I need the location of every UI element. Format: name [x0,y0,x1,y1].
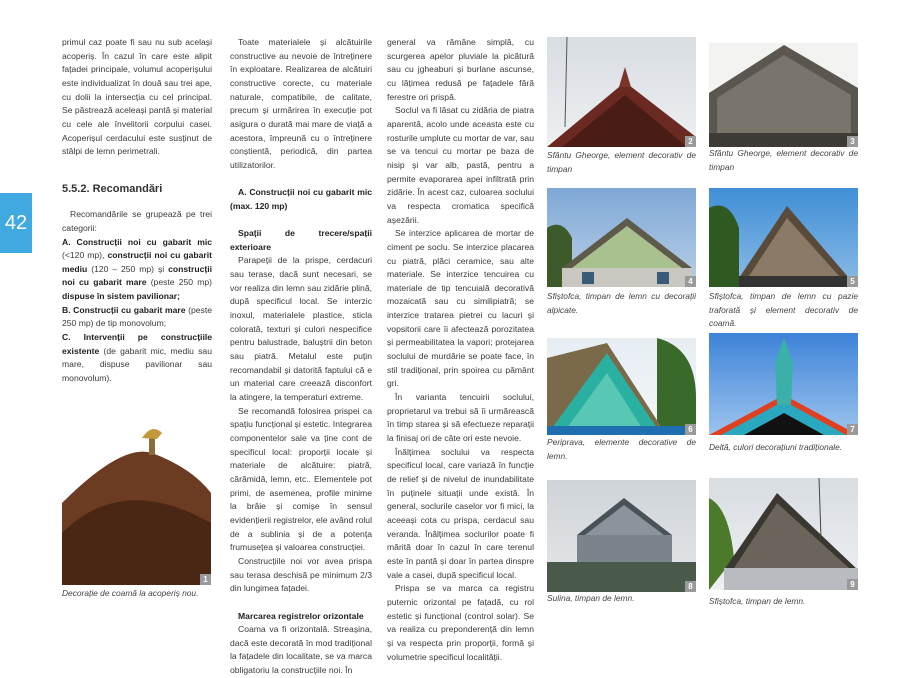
paragraph: În varianta tencuirii soclului, proprietarul va trebui să îi urmărească în timp starea și să efectueze reparații la finisaj ori de câte ori este nevoie. [387,392,534,444]
photo-number: 9 [847,579,858,590]
text: (peste 250 mp) de tip monovolum; [62,304,212,329]
paragraph: Coama va fi orizontală. Streașina, dacă este decorată în mod tradițional la fațadele din localitate, se va marca obligatoriu la construcțiile noi. În [230,624,372,676]
section-heading: 5.5.2. Recomandări [62,182,163,195]
photo-number: 4 [685,276,696,287]
paragraph: Soclul va fi lăsat cu zidăria de piatra aparentă, acolo unde aceasta este cu rosturile umplute cu mortar de var, sau se va tencui cu mortar pe baza de nisip și var alb, pastă, pentru a permite evaporarea apei infiltrată prin zidărie. În acest caz, culoarea soclului va respecta cromatica specifică așezării. [387,105,534,225]
photo-caption: Sulina, timpan de lemn. [547,593,635,603]
text: (de gabarit mic, mediu sau mare, dispuse pavilionar sau monovolum). [62,345,212,384]
paragraph: Se recomandă folosirea prispei ca spațiu funcțional și estetic. Integrarea componentelor sale va ține cont de specificul local: proporții locale și materiale de alcătuire: piatră, cărămidă, lemn, etc.. Elementele pot primi, de asemenea, profile minime la brâie și comișe în sensul evidențierii registrelor, ele având rolul de a sublinia și de a potența frumusețea și valoarea construcției. [230,405,372,553]
photo-number: 6 [685,424,696,435]
photo-caption: Sfiștofca, timpan de lemn cu pazie traforată și element decorativ de coamă. [709,291,858,328]
text-column-2 [230,36,372,678]
photo-number: 3 [847,136,858,147]
photo-caption: Decorație de coamă la acoperiș nou. [62,588,199,598]
photo-wooden-gable [547,480,696,592]
photo-traditional-colors [709,333,858,435]
bold-text: construcții noi cu gabarit mare [62,263,212,288]
photo-caption: Sfântu Gheorge, element decorativ de timpan [709,148,858,172]
photo-caption: Deltă, culori decorațiuni tradiționale. [709,442,843,452]
bold-text: A. Construcții noi cu gabarit mic [62,236,212,247]
text: (<120 mp), [62,250,108,261]
text: (peste 250 mp) [146,277,212,288]
bold-text: C. Intervenții pe construcțiile existente [62,332,212,356]
photo-number: 8 [685,581,696,592]
photo-number: 7 [847,424,858,435]
paragraph: Parapeții de la prispe, cerdacuri sau terase, dacă sunt necesari, se vor realiza din lemn sau zidărie plină, după specificul local. Se interzic inoxul, materialele plastice, sticla colorată, texturi și culori nespecifice pentru balustrade, baluștrii din beton sau piatră. Metalul este puțin recomandabil și datorită faptului că e un material care creează disconfort la atingere, la temperaturi extreme. [230,255,372,403]
paragraph: Toate materialele și alcătuirile constructive au nevoie de întreținere în exploatare. Realizarea de alcătuiri constructive corecte, cu materiale naturale, compatibile, de calitate, precum și urmărirea în execuție pot asigura o durată mai mare de viață a acestora, împreună cu o întreținere conștientă, periodică, din partea utilizatorilor. [230,37,372,170]
photo-gable-decor [709,43,858,147]
page-number-tab [0,193,32,253]
subheading: Spații de trecere/spații exterioare [230,228,372,252]
paragraph: Se interzice aplicarea de mortar de ciment pe soclu. Se interzice placarea cu piatră, plăci ceramice, sau alte materiale. Se interzice tencuirea cu materiale de tip tencuială decorativă mozaicată sau cu similipiatră; se interzice tratarea pietrei cu lacuri și vopsitorii care îi afectează porozitatea și permeabilitatea la vapori; protejarea soclului de murdărie se poate face, în stil tradițional, prin spoirea cu pământ gri. [387,228,534,389]
bold-text: construcții noi cu gabarit mediu [62,250,212,274]
text: (120 – 250 mp) și [87,263,169,274]
text-column-1 [62,36,212,386]
paragraph: Recomandările se grupează pe trei categorii: [62,209,212,233]
category-b [62,304,212,331]
photo-number: 1 [200,574,211,585]
photo-number: 5 [847,276,858,287]
paragraph: general va rămâne simplă, cu scurgerea apelor pluviale la picătură sau cu jgheaburi și burlane ascunse, cu lățimea redusă pe fațadele fără ferestre ori prispă. [387,37,534,102]
paragraph: Construcțiile noi vor avea prispa sau terasa deschisă pe minimum 2/3 din lungimea fațadei. [230,555,372,594]
photo-number: 2 [685,136,696,147]
photo-wooden-gable [547,188,696,287]
bold-text: B. Construcții cu gabarit mare [62,304,186,315]
photo-wooden-gable [709,188,858,287]
photo-roof-ornament [62,383,211,585]
paragraph: Înălțimea soclului va respecta specificul local, care variază în funcție de relief și de nivelul de inundabilitate în puținele situații unde există. În general, soclurile caselor vor fi mici, la aceeași cota cu prispa, cerdacul sau veranda. Înălțimea soclurilor poate fi mărită doar în cazul în care terenul este în pantă și doar în partea dinspre vale a casei, după specificul local. [387,446,534,580]
page-number: 42 [4,211,28,234]
text-column-3 [387,36,534,664]
category-a [62,236,212,304]
photo-caption: Sfântu Gheorge, element decorativ de timpan [547,150,696,174]
subheading: Marcarea registrelor orizontale [238,610,364,621]
paragraph: Prispa se va marca ca registru puternic orizontal pe fațadă, cu rol estetic și funcțional (control solar). Se va realiza cu preponderență din lemn și va respecta prin proporții, formă și volumetrie specificul localității. [387,583,534,662]
category-c [62,331,212,386]
subheading: A. Construcții noi cu gabarit mic (max. 120 mp) [230,187,372,211]
photo-caption: Periprava, elemente decorative de lemn. [547,437,696,461]
photo-gable-decor [547,37,696,147]
bold-text: dispuse în sistem pavilionar; [62,291,180,302]
photo-decorative-wood [547,338,696,435]
photo-wooden-gable [709,478,858,590]
photo-caption: Sfiștofca, timpan de lemn. [709,596,806,606]
paragraph: primul caz poate fi sau nu sub același acoperiș. În cazul în care este alipit fațadei principale, volumul acoperișului este individualizat în două sau trei ape, cu dolii la intersecția cu cel principal. Se păstrează aceleași pantă și material cu cele ale învelitorii corpului casei. Acoperișul cerdacului este susținut de stâlpi de lemn perimetrali. [62,37,212,157]
photo-caption: Sfiștofca, timpan de lemn cu decorații alpicate. [547,291,696,315]
